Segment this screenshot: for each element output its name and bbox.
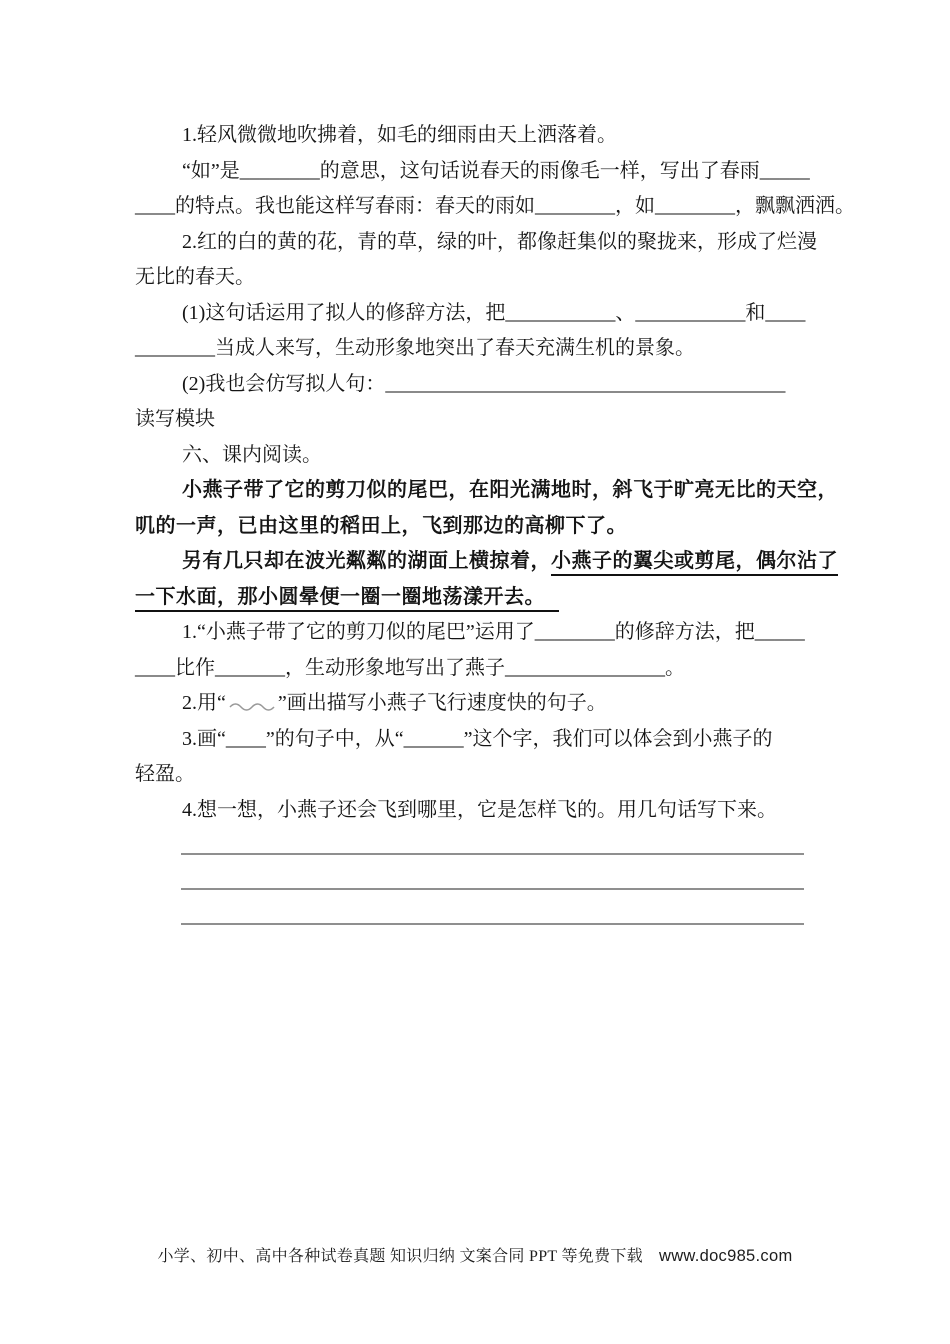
item2-q1-line1: (1)这句话运用了拟人的修辞方法，把___________、___________和____ bbox=[182, 301, 806, 324]
item1-sentence: 1.轻风微微地吹拂着，如毛的细雨由天上洒落着。 bbox=[182, 124, 617, 146]
passage-p1-line1: 小燕子带了它的剪刀似的尾巴，在阳光满地时，斜飞于旷亮无比的天空， bbox=[182, 479, 838, 501]
page-footer bbox=[0, 1243, 950, 1266]
footer-site-url: www.doc985.com bbox=[658, 1247, 793, 1265]
answer-blank-line bbox=[181, 855, 804, 890]
passage-p2-plain-segment: 另有几只却在波光粼粼的湖面上横掠着， bbox=[182, 550, 551, 572]
item2-q2-imitate: (2)我也会仿写拟人句：________________________________________ bbox=[182, 372, 786, 395]
passage-p2-underlined-segment-2: 一下水面，那小圆晕便一圈一圈地荡漾开去。 bbox=[135, 586, 559, 612]
reading-q3-line1: 3.画“____”的句子中，从“______”这个字，我们可以体会到小燕子的 bbox=[182, 727, 773, 750]
reading-q3-line2: 轻盈。 bbox=[135, 763, 195, 785]
answer-blank-line bbox=[181, 828, 804, 855]
footer-promo-text: 小学、初中、高中各种试卷真题 知识归纳 文案合同 PPT 等免费下载 bbox=[157, 1248, 643, 1265]
reading-q1-line2: ____比作_______，生动形象地写出了燕子________________。 bbox=[135, 656, 685, 679]
item2-sentence-line2: 无比的春天。 bbox=[135, 266, 255, 288]
item2-sentence-line1: 2.红的白的黄的花，青的草，绿的叶，都像赶集似的聚拢来，形成了烂漫 bbox=[182, 230, 817, 253]
worksheet-content bbox=[135, 118, 855, 925]
passage-p2-line2 bbox=[135, 580, 827, 616]
item2-q1-line2: ________当成人来写，生动形象地突出了春天充满生机的景象。 bbox=[135, 337, 695, 359]
reading-q1-line1: 1.“小燕子带了它的剪刀似的尾巴”运用了________的修辞方法，把_____ bbox=[182, 621, 805, 643]
item1-analysis-line1: “如”是________的意思，这句话说春天的雨像毛一样，写出了春雨_____ bbox=[182, 159, 810, 182]
exercise-title-in-class-reading: 六、课内阅读。 bbox=[182, 443, 322, 466]
answer-blank-line bbox=[181, 890, 804, 925]
passage-p2-line1 bbox=[135, 544, 838, 580]
reading-q2-suffix: ”画出描写小燕子飞行速度快的句子。 bbox=[277, 692, 607, 714]
reading-q4: 4.想一想，小燕子还会飞到哪里，它是怎样飞的。用几句话写下来。 bbox=[182, 798, 777, 821]
answer-area bbox=[135, 828, 827, 925]
reading-q2 bbox=[135, 686, 827, 722]
passage-p2-underlined-segment: 小燕子的翼尖或剪尾，偶尔沾了 bbox=[551, 550, 838, 576]
item1-analysis-line2: ____的特点。我也能这样写春雨：春天的雨如________，如________，飘飘洒洒。 bbox=[135, 195, 855, 217]
reading-q2-prefix: 2.用“ bbox=[182, 692, 226, 714]
section-header-reading-writing: 读写模块 bbox=[135, 408, 215, 430]
wavy-blank-line-icon bbox=[229, 699, 275, 711]
passage-p1-line2: 叽的一声，已由这里的稻田上，飞到那边的高柳下了。 bbox=[135, 514, 627, 537]
